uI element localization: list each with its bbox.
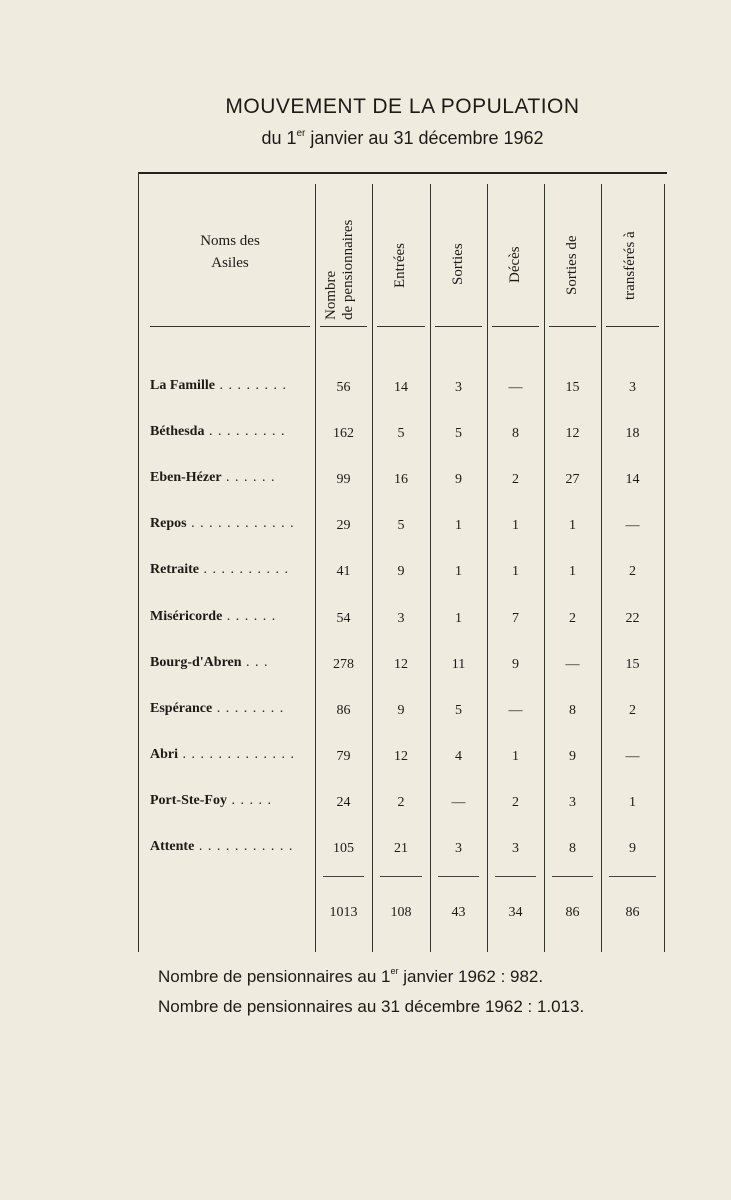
asile-name-text: La Famille [150,378,215,393]
subtitle-prefix: du 1 [261,128,297,148]
total-entrees: 108 [390,905,412,920]
cell-sorties-de: 8 [569,702,576,718]
column-divider [315,184,316,952]
column-divider [487,184,488,952]
column-divider [664,184,665,952]
cell-deces: 9 [512,656,519,672]
footer-line1-rest: janvier 1962 : 982. [398,967,544,986]
cell-sorties: 9 [455,472,462,488]
cell-sorties-de: 1 [569,564,576,580]
row-asile-name [150,839,310,855]
cell-pensionnaires: 105 [333,841,354,856]
row-asile-name [150,609,310,625]
footer-line1-prefix: Nombre de pensionnaires au 1 [158,967,391,986]
cell-entrees: 14 [394,380,408,395]
leader-dots: . . . . . . . . . [204,424,286,440]
cell-entrees: 16 [394,472,408,488]
cell-entrees: 21 [394,841,408,856]
row-asile-name [150,424,310,440]
cell-transferes: 2 [629,564,636,580]
cell-deces: 1 [512,518,519,534]
row-asile-name [150,701,310,717]
cell-sorties-de: 2 [569,610,576,626]
cell-sorties-de: 1 [569,518,576,534]
cell-sorties-de: 8 [569,841,576,856]
header-pension-line2: de pensionnaires [340,219,356,320]
cell-sorties-de: 15 [565,380,580,395]
total-transferes: 86 [625,905,640,920]
cell-entrees: 2 [397,794,405,810]
asile-name-text: Attente [150,839,195,854]
total-pensionnaires: 1013 [329,905,358,920]
cell-pensionnaires: 86 [336,702,351,718]
asile-name-text: Bourg-d'Abren [150,654,242,670]
leader-dots: . . . . . . . . . . [198,562,289,578]
header-names-line2: Asiles [211,255,249,271]
total-sorties-de: 86 [565,905,580,920]
header-rule [435,326,482,327]
total-rule [609,876,656,877]
cell-entrees: 9 [397,702,405,718]
total-rule [438,876,479,877]
row-asile-name [150,378,310,394]
cell-sorties: 1 [455,610,462,626]
asile-name-text: Abri [150,746,178,762]
header-pension-line1: Nombre [323,270,339,320]
header-rule [549,326,596,327]
footer-line1-sup: er [390,966,399,976]
total-deces: 34 [508,905,523,920]
cell-deces: — [508,702,523,718]
cell-sorties: — [451,794,466,810]
total-rule [323,876,364,877]
row-asile-name [150,516,310,532]
cell-transferes: — [625,748,640,764]
cell-pensionnaires: 79 [336,748,351,764]
cell-sorties: 11 [451,656,466,672]
cell-sorties-de: 9 [569,748,576,764]
header-rule [606,326,659,327]
leader-dots: . . . . . . . . . . . [194,839,294,854]
column-divider [601,184,602,952]
cell-deces: 3 [512,841,519,856]
row-asile-name [150,562,310,578]
cell-deces: 1 [512,748,519,764]
header-deces: Décès [507,246,523,283]
column-divider [430,184,431,952]
cell-pensionnaires: 56 [336,380,351,395]
cell-sorties: 1 [455,518,462,534]
cell-pensionnaires: 278 [333,656,354,672]
cell-sorties-de: 27 [565,472,580,488]
cell-sorties: 5 [455,426,462,442]
total-rule [380,876,422,877]
header-rule [492,326,539,327]
cell-sorties-de: — [565,656,580,672]
cell-pensionnaires: 41 [336,564,351,580]
cell-sorties-de: 3 [569,794,576,810]
cell-sorties: 3 [455,380,462,395]
cell-entrees: 5 [397,426,405,442]
cell-transferes: 1 [629,794,636,810]
total-rule [495,876,536,877]
cell-transferes: 18 [625,426,640,442]
subtitle-rest: janvier au 31 décembre 1962 [305,128,544,148]
cell-pensionnaires: 99 [336,472,351,488]
table-top-border [138,172,667,174]
header-sorties: Sorties [450,243,466,285]
cell-deces: — [508,380,523,395]
row-asile-name [150,747,310,763]
row-asile-name [150,470,310,486]
cell-pensionnaires: 162 [333,426,354,442]
header-names-line1: Noms des [200,233,260,249]
header-entrees: Entrées [392,243,408,288]
cell-entrees: 3 [397,610,405,626]
cell-transferes: — [625,518,640,534]
leader-dots: . . . . . . . . . . . . . [178,746,295,762]
subtitle-sup: er [296,128,306,139]
cell-pensionnaires: 54 [336,610,351,626]
header-rule [320,326,367,327]
cell-entrees: 5 [397,518,405,534]
header-sorties-de: Sorties de [564,235,580,295]
header-rule [150,326,310,327]
leader-dots: . . . [241,654,269,670]
asile-name-text: Miséricorde [150,608,223,624]
cell-transferes: 22 [625,610,640,626]
cell-entrees: 9 [397,564,405,580]
row-asile-name [150,793,310,809]
total-rule [552,876,593,877]
asile-name-text: Béthesda [150,424,205,440]
cell-sorties: 4 [455,748,462,764]
cell-deces: 2 [512,472,519,488]
total-sorties: 43 [451,905,466,920]
table-left-border [138,172,139,952]
cell-sorties-de: 12 [565,426,580,442]
cell-sorties: 1 [455,564,462,580]
header-rule [377,326,425,327]
column-divider [544,184,545,952]
column-divider [372,184,373,952]
asile-name-text: Espérance [150,700,213,716]
leader-dots: . . . . . . . . [212,700,285,716]
leader-dots: . . . . . [226,792,272,808]
cell-pensionnaires: 29 [336,518,351,534]
cell-sorties: 3 [455,841,462,856]
cell-pensionnaires: 24 [336,794,351,810]
header-nombre-de-pensionnaires [323,185,357,320]
header-transferes-a: transférés à [622,231,638,300]
asile-name-text: Port-Ste-Foy [150,792,227,808]
footer-line-1 [158,966,543,987]
cell-deces: 8 [512,426,519,442]
page-title: MOUVEMENT DE LA POPULATION [225,95,580,118]
cell-deces: 1 [512,564,519,580]
cell-entrees: 12 [394,748,408,764]
cell-transferes: 9 [629,841,636,856]
cell-transferes: 14 [625,472,640,488]
asile-name-text: Eben-Hézer [150,470,222,486]
leader-dots: . . . . . . [222,608,277,624]
cell-deces: 2 [512,794,519,810]
header-noms-des-asiles [180,230,280,274]
leader-dots: . . . . . . [221,470,276,486]
cell-transferes: 2 [629,702,636,718]
cell-transferes: 15 [625,656,640,672]
cell-deces: 7 [512,610,519,626]
asile-name-text: Repos [150,516,187,532]
page-subtitle [0,128,731,149]
cell-transferes: 3 [629,380,636,395]
leader-dots: . . . . . . . . [214,378,287,393]
cell-sorties: 5 [455,702,462,718]
leader-dots: . . . . . . . . . . . . [186,516,295,532]
cell-entrees: 12 [394,656,408,672]
asile-name-text: Retraite [150,562,199,578]
footer-line-2: Nombre de pensionnaires au 31 décembre 1962 : 1.013. [158,997,585,1016]
row-asile-name [150,655,310,671]
